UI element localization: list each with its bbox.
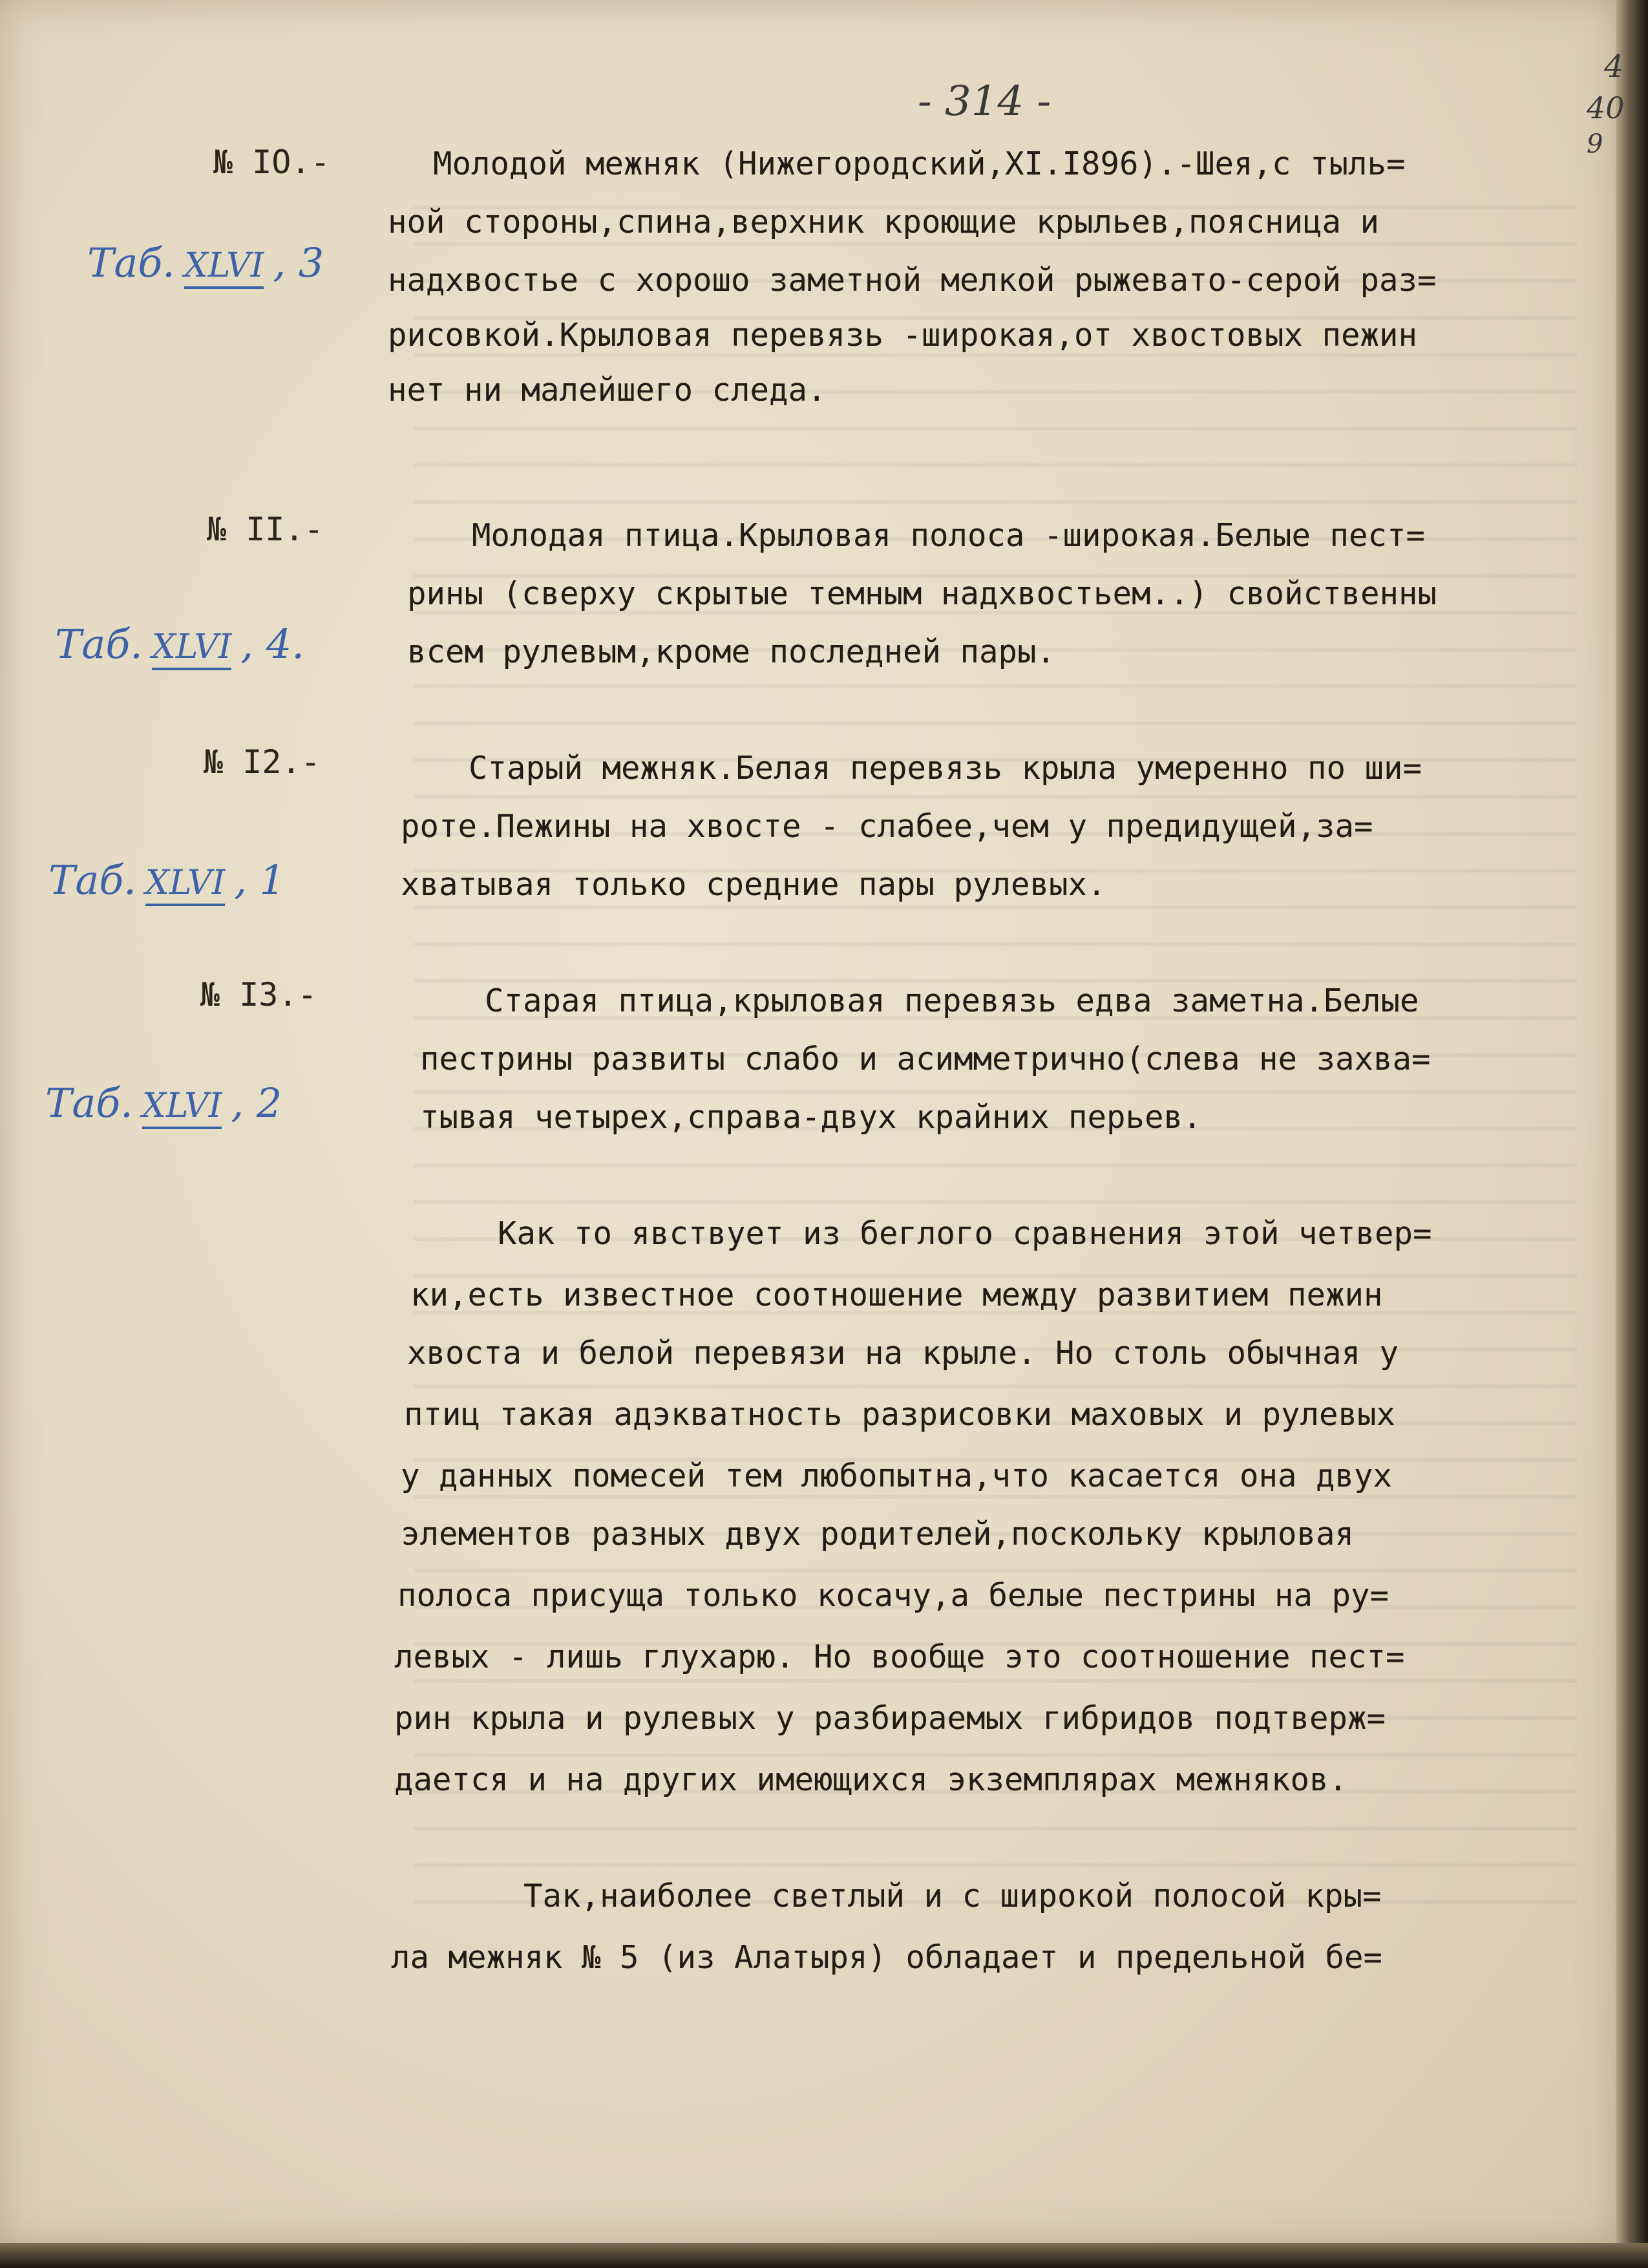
corner-number: 40 [1587,90,1625,125]
text-line: у данных помесей тем любопытна,что касается она двух [401,1457,1393,1494]
table-reference-roman: XLVI [142,1086,222,1129]
page-edge-shadow [1616,0,1648,2268]
text-line: хватывая только средние пары рулевых. [401,866,1106,903]
entry-number-10: № IO.- [213,143,330,181]
entry-number-12: № I2.- [204,743,321,781]
text-line: тывая четырех,справа-двух крайних перьев. [420,1099,1202,1136]
table-reference-prefix: Таб. [55,620,143,668]
table-reference [48,856,285,906]
text-line: птиц такая адэкватность разрисовки маховых и рулевых [404,1396,1396,1433]
table-reference-suffix: , 4. [240,620,304,668]
text-line: хвоста и белой перевязи на крыле. Но столь обычная у [407,1335,1399,1372]
text-line: Старый межняк.Белая перевязь крыла умеренно по ши= [469,750,1422,787]
text-line: надхвостье с хорошо заметной мелкой рыжевато-серой раз= [388,262,1437,299]
table-reference-suffix: , 1 [234,856,286,904]
page-number: - 314 - [918,78,1051,125]
text-line: рисовкой.Крыловая перевязь -широкая,от хвостовых пежин [388,317,1418,354]
table-reference [87,239,324,289]
corner-mark-top: 4 [1604,48,1624,85]
text-line: элементов разных двух родителей,поскольку крыловая [401,1516,1355,1553]
text-line: пестрины развиты слабо и асимметрично(слева не захва= [420,1041,1431,1077]
text-line: ной стороны,спина,верхник кроющие крыльев,поясница и [388,204,1380,240]
table-reference-roman: XLVI [152,628,231,670]
text-line: Старая птица,крыловая перевязь едва заметна.Белые [485,982,1419,1019]
text-line: нет ни малейшего следа. [388,372,827,408]
text-line: дается и на других имеющихся экземплярах межняков. [394,1761,1348,1798]
text-line: ки,есть известное соотношение между развитием пежин [410,1277,1383,1313]
text-line: рин крыла и рулевых у разбираемых гибридов подтверж= [394,1700,1386,1737]
entry-number-11: № II.- [207,511,324,548]
table-reference [55,620,304,670]
text-line: Как то явствует из беглого сравнения этой четвер= [498,1215,1432,1252]
text-line: рины (сверху скрытые темным надхвостьем..) свойственны [407,575,1437,612]
text-line: Молодой межняк (Нижегородский,XI.I896).-Шея,с тыль= [433,145,1406,182]
text-line: всем рулевым,кроме последней пары. [407,633,1056,670]
text-line: Молодая птица.Крыловая полоса -широкая.Белые пест= [472,517,1426,554]
text-line: полоса присуща только косачу,а белые пестрины на ру= [397,1577,1389,1614]
table-reference-prefix: Таб. [87,239,175,286]
corner-subnumber: 9 [1587,129,1603,159]
text-line: левых - лишь глухарю. Но вообще это соотношение пест= [394,1638,1405,1675]
entry-number-13: № I3.- [200,976,317,1013]
text-line: ла межняк № 5 (из Алатыря) обладает и предельной бе= [391,1939,1383,1976]
table-reference-prefix: Таб. [48,856,136,904]
table-reference-suffix: , 2 [231,1079,282,1127]
text-line: роте.Пежины на хвосте - слабее,чем у предидущей,за= [401,808,1373,845]
text-line: Так,наиболее светлый и с широкой полосой кры= [523,1878,1382,1914]
table-reference-roman: XLVI [145,864,225,906]
table-reference-prefix: Таб. [45,1079,133,1127]
page-bottom-shadow [0,2243,1648,2268]
table-reference-roman: XLVI [184,246,264,289]
table-reference [45,1079,282,1129]
table-reference-suffix: , 3 [273,239,324,286]
